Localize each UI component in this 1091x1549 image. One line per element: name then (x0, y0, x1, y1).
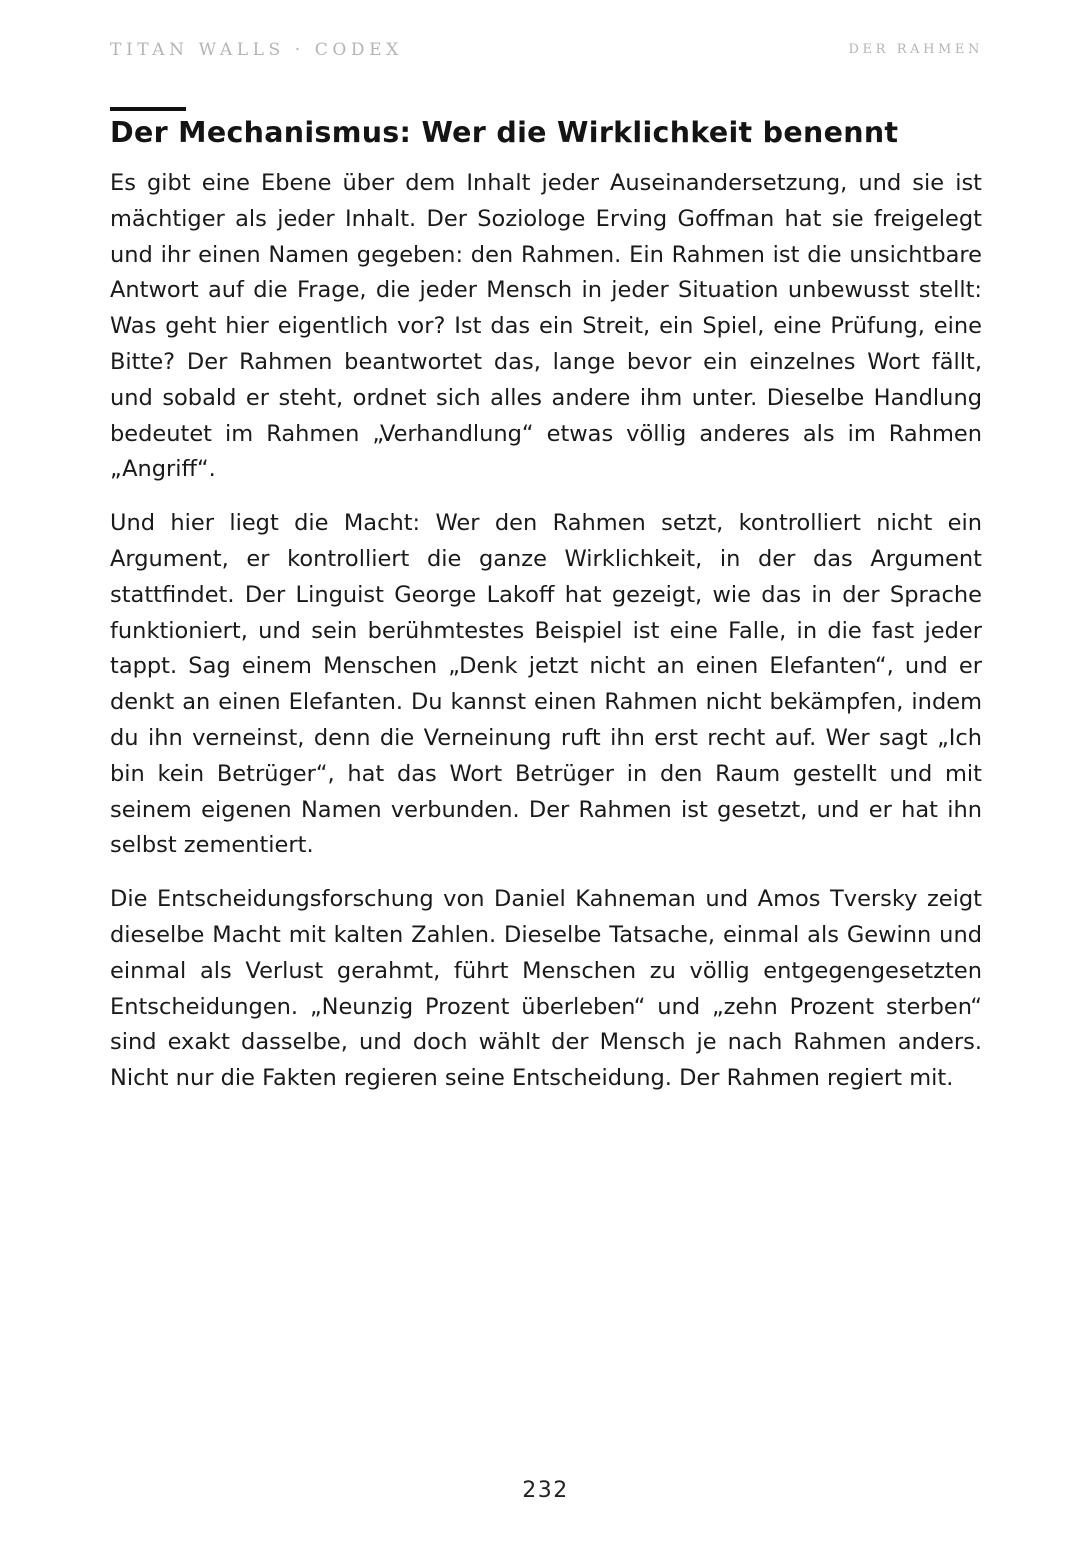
page-number: 232 (522, 1478, 569, 1503)
body-text (110, 166, 982, 1115)
paragraph: Die Entscheidungsforschung von Daniel Kahneman und Amos Tversky zeigt dieselbe Macht mit kalten Zahlen. Dieselbe Tatsache, einmal als Gewinn und einmal als Verlust gerahmt, führt Menschen zu völlig entgegengesetzten Entscheidungen. „Neunzig Prozent überleben“ und „zehn Prozent sterben“ sind exakt dasselbe, und doch wählt der Mensch je nach Rahmen anders. Nicht nur die Fakten regieren seine Entscheidung. Der Rahmen regiert mit. (110, 886, 982, 1092)
heading-accent-rule (110, 107, 186, 111)
running-head-chapter-title: DER RAHMEN (848, 42, 983, 57)
paragraph: Es gibt eine Ebene über dem Inhalt jeder Auseinandersetzung, und sie ist mächtiger als jeder Inhalt. Der Soziologe Erving Goffman hat sie freigelegt und ihr einen Namen gegeben: den Rahmen. Ein Rahmen ist die unsichtbare Antwort auf die Frage, die jeder Mensch in jeder Situation unbewusst stellt: Was geht hier eigentlich vor? Ist das ein Streit, ein Spiel, eine Prüfung, eine Bitte? Der Rahmen beantwortet das, lange bevor ein einzelnes Wort fällt, und sobald er steht, ordnet sich alles andere ihm unter. Dieselbe Handlung bedeutet im Rahmen „Verhandlung“ etwas völlig anderes als im Rahmen „Angriff“. (110, 170, 982, 483)
paragraph: Und hier liegt die Macht: Wer den Rahmen setzt, kontrolliert nicht ein Argument, er kontrolliert die ganze Wirklichkeit, in der das Argument stattfindet. Der Linguist George Lakoff hat gezeigt, wie das in der Sprache funktioniert, und sein berühmtestes Beispiel ist eine Falle, in die fast jeder tappt. Sag einem Menschen „Denk jetzt nicht an einen Elefanten“, und er denkt an einen Elefanten. Du kannst einen Rahmen nicht bekämpfen, indem du ihn verneinst, denn die Verneinung ruft ihn erst recht auf. Wer sagt „Ich bin kein Betrüger“, hat das Wort Betrüger in den Raum gestellt und mit seinem eigenen Namen verbunden. Der Rahmen ist gesetzt, und er hat ihn selbst zementiert. (110, 510, 982, 859)
section-heading: Der Mechanismus: Wer die Wirklichkeit benennt (110, 116, 899, 149)
running-head-book-title: TITAN WALLS · CODEX (110, 40, 403, 60)
